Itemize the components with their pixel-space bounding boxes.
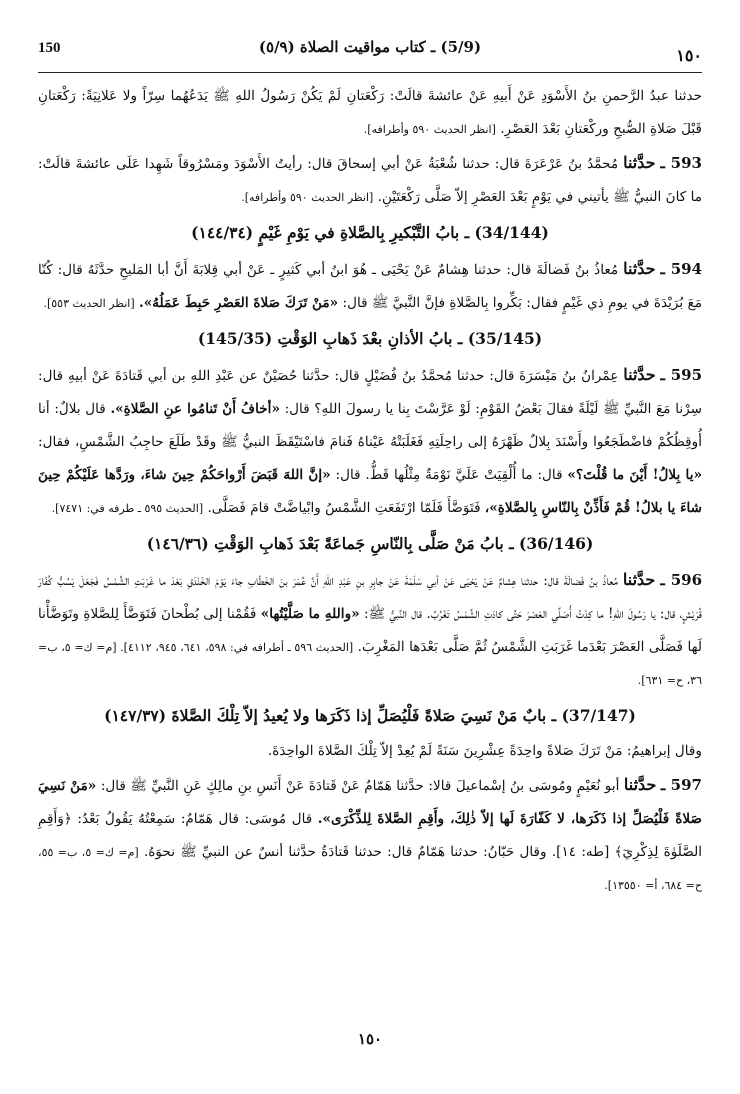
chapter-heading: (34/144) ـ بابُ التَّبْكيرِ بِالصَّلاةِ في يَوْمِ غَيْمٍ (١٤٤/٣٤) xyxy=(191,223,549,242)
hadith-593 xyxy=(38,146,702,214)
hadith-number: 594 ـ xyxy=(660,260,703,278)
prophetic-quote: «واللهِ ما صَلَّيْتُها» xyxy=(260,606,360,622)
hadith-text: عِمْرانُ بنُ مَيْسَرَةَ قال: حدثنا مُحمَّدُ بنُ فُضَيْلٍ قال: حدَّثنا حُصَيْنٌ عن عَبْدِ اللهِ بن أبي قَتادَةَ عَنْ أبيهِ قال: سِرْنا مَعَ النَّبيِّ ﷺ لَيْلَةً فقالَ بَعْضُ القَوْمِ: لَوْ عَرَّسْتَ بِنا يا رسولَ اللهِ؟ قال: xyxy=(38,368,703,417)
hadith-opening: حدَّثنا xyxy=(623,259,656,278)
hadith-opening: حدَّثنا xyxy=(623,365,656,384)
cross-reference: [الحديث ٥٩٦ ـ أطرافه في: ٥٩٨، ٦٤١، ٩٤٥، ٤١١٢]. [م= ك= ٥، ب= ٣٦، ح= ٦٣١]. xyxy=(38,641,702,687)
running-title: (5/9) ـ كتاب مواقيت الصلاة (٥/٩) xyxy=(258,38,482,56)
page-number-latin: 150 xyxy=(38,40,61,56)
hadith-596 xyxy=(38,563,702,697)
hadith-number: 595 ـ xyxy=(660,366,703,384)
cross-reference: [انظر الحديث ٥٩٠ وأطرافه]. xyxy=(363,123,496,136)
hadith-opening: حدَّثنا xyxy=(623,775,657,794)
prophetic-quote: «مَنْ تَرَكَ صَلاةَ العَصْرِ حَبِطَ عَمَلُهُ». xyxy=(138,295,339,311)
hadith-595 xyxy=(38,358,702,525)
hadith-text: مُعاذُ بنُ فَضالَةَ قال: حدثنا هِشامٌ عَنْ يَحْيَى ـ هُوَ ابنُ أبي كَثيرٍ ـ عَنْ أبي قِلابَةَ أَنَّ أبا المَليحِ حدَّثَهُ قال: كُنّا مَعَ بُرَيْدَةَ في يومِ ذي غَيْمٍ فقال: بَكِّروا بِالصَّلاةِ فإنَّ النَّبيَّ ﷺ قال: xyxy=(38,262,702,311)
hadith-text: قال بلالٌ: أنا أُوقِظُكُمْ فاضْطَجَعُوا وأَسْنَدَ بِلالٌ ظَهْرَهُ إلى راحِلَتِهِ فَغَلَبَتْهُ عَيْناهُ فَنامَ فاسْتَيْقَظَ النبيُّ ﷺ وقَدْ طَلَعَ حاجِبُ الشَّمْسِ، فقال: xyxy=(38,401,702,450)
prophetic-quote: «يا بِلالُ! أَيْنَ ما قُلْتَ؟» xyxy=(567,467,702,483)
prophetic-quote: «مَنْ نَسِيَ صَلاةً فَلْيُصَلِّ إذا ذَكَرَها، لا كَفّارَةَ لَها إلاّ ذٰلِكَ، وأَقِمِ الصَّلاةَ لِلذِّكْرَى». xyxy=(38,778,703,827)
chapter-heading: (37/147) ـ بابٌ مَنْ نَسِيَ صَلاةً فَلْيُصَلِّ إذا ذَكَرَها ولا يُعيدُ إلاّ تِلْكَ الصَّلاةَ (١٤٧/٣٧) xyxy=(104,706,636,725)
hadith-text: مُحمَّدُ بنُ عَرْعَرَةَ قال: حدثنا شُعْبَةُ عَنْ أبي إسحاقَ قال: رأيتُ الأَسْوَدَ ومَسْرُوقاً شَهِدا عَلَى عائشةَ قالَتْ: ما كانَ النبيُّ ﷺ يأتيني في يَوْمٍ بَعْدَ العَصْرِ إلاّ صَلَّى رَكْعَتَيْنِ. xyxy=(38,156,702,205)
page-footer-number: ١٥٠ xyxy=(357,1030,383,1048)
cross-reference: [م= ك= ٥، ب= ٥٥، ح= ٦٨٤، أ= ١٣٥٥٠]. xyxy=(38,846,702,892)
chapter-heading: (35/145) ـ بابُ الأذانِ بعْدَ ذَهابِ الوَقْتِ (145/35) xyxy=(197,329,543,348)
paragraph-continuation xyxy=(38,80,702,146)
page-number-arabic: ١٥٠ xyxy=(676,46,702,65)
hadith-597 xyxy=(38,768,702,902)
page-header xyxy=(38,30,702,73)
prophetic-quote: «إنَّ اللهَ قَبَضَ أَرْواحَكُمْ حِينَ شاءَ، ورَدَّها عَلَيْكُمْ حِينَ شاءَ يا بلالُ! قُمْ فَأَذِّنْ بِالنّاسِ بِالصَّلاةِ»، xyxy=(38,467,702,516)
hadith-text: فَتَوَضَّأَ فَلَمّا ارْتَفَعَتِ الشَّمْسُ وابْياضَّتْ قامَ فَصَلَّى. xyxy=(207,500,481,516)
prophetic-quote: «أخافُ أَنْ تَنامُوا عنِ الصَّلاةِ». xyxy=(110,401,280,417)
cross-reference: [انظر الحديث ٥٥٣]. xyxy=(43,297,135,310)
cross-reference: [الحديث ٥٩٥ ـ طرفه في: ٧٤٧١]. xyxy=(51,502,204,515)
hadith-number: 593 ـ xyxy=(660,154,702,172)
cross-reference: [انظر الحديث ٥٩٠ وأطرافه]. xyxy=(241,191,374,204)
page-body xyxy=(38,80,702,902)
hadith-text: مُعاذُ بنُ فَضالَةَ قال: حدثنا هِشامٌ عَنْ يَحْيَى عَنْ أبي سَلَمَةَ عَنْ جابِرِ بنِ عَبْدِ اللهِ أَنَّ عُمَرَ بنَ الخَطّابِ جاءَ يَوْمَ الخَنْدَقِ بَعْدَ ما غَرَبَتِ الشَّمْسُ فَجَعَلَ يَسُبُّ كُفّارَ قُرَيْشٍ، قال: يا رَسُولَ اللهِ! ما كِدْتُ أُصَلِّي العَصْرَ حَتَّى كادَتِ الشَّمْسُ تَغْرُبُ. قال النَّبيُّ ﷺ: xyxy=(38,573,702,622)
hadith-number: 597 ـ xyxy=(660,776,702,794)
paragraph-ibrahim: وقال إبراهيمُ: مَنْ تَرَكَ صَلاةً واحِدَةً عِشْرِينَ سَنَةً لَمْ يُعِدْ إلاّ تِلْكَ الصَّلاةَ الواحِدَةَ. xyxy=(267,743,702,759)
hadith-text: قال مُوسَى: قال هَمّامٌ: سَمِعْتُهُ يَقُولُ بَعْدُ: ﴿وَأَقِمِ الصَّلَوٰةَ لِذِكْرِيٓ﴾ [طه: ١٤]. وقال حَبّانُ: حدثنا هَمّامٌ قال: حدثنا قَتادَةُ حدَّثنا أنسٌ عن النبيِّ ﷺ نحوَهُ. xyxy=(38,811,702,860)
hadith-text: أبو نُعَيْمٍ ومُوسَى بنُ إسْماعيلَ قالا: حدَّثنا هَمّامٌ عَنْ قَتادَةَ عَنْ أَنَسِ بنِ مالِكٍ عَنِ النَّبيِّ ﷺ قال: xyxy=(100,778,620,794)
paragraph-text: حدثنا عبدُ الرَّحمنِ بنُ الأَسْوَدِ عَنْ أَبيهِ عَنْ عائشةَ قالَتْ: رَكْعَتانِ لَمْ يَكُنْ رَسُولُ اللهِ ﷺ يَدَعُهُما سِرّاً ولا عَلانِيَةً: رَكْعَتانِ قَبْلَ صَلاةِ الصُّبحِ وركْعَتانِ بَعْدَ العَصْرِ. xyxy=(38,88,702,137)
hadith-594 xyxy=(38,252,702,320)
chapter-heading: (36/146) ـ بابُ مَنْ صَلَّى بِالنّاسِ جَماعَةً بَعْدَ ذَهابِ الوَقْتِ (١٤٦/٣٦) xyxy=(146,534,594,553)
hadith-number: 596 ـ xyxy=(660,571,703,589)
hadith-opening: حدَّثنا xyxy=(622,570,656,589)
hadith-text: قال: ما أُلْقِيَتْ عَلَيَّ نَوْمَةٌ مِثْلُها قَطُّ. قال: xyxy=(335,467,563,483)
hadith-text: فَقُمْنا إلى بُطْحانَ فَتَوَضَّأَ لِلصَّلاةِ وتَوَضَّأْنا لَها فَصَلَّى العَصْرَ بَعْدَما غَرَبَتِ الشَّمْسُ ثُمَّ صَلَّى بَعْدَها المَغْرِبَ. xyxy=(38,606,703,655)
hadith-opening: حدَّثنا xyxy=(623,153,656,172)
